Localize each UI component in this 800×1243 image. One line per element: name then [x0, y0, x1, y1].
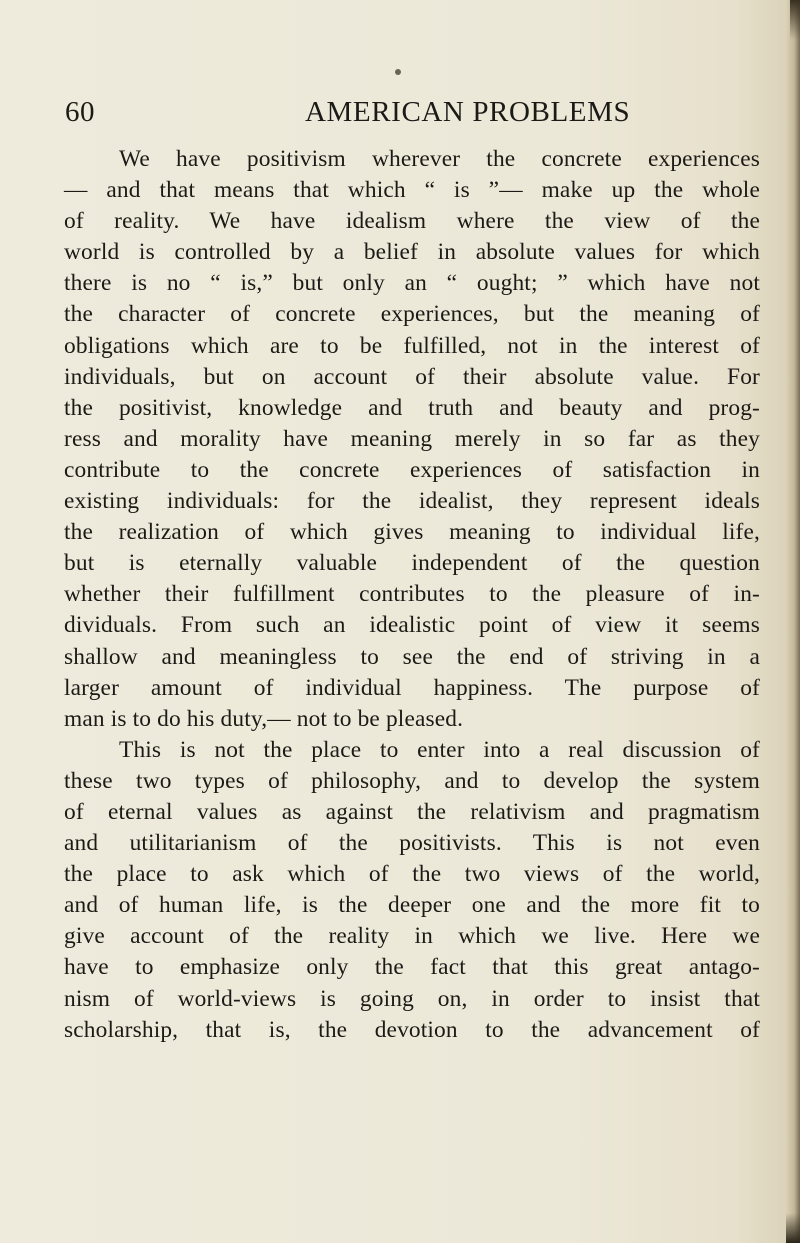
running-title: AMERICAN PROBLEMS	[305, 96, 631, 128]
text-line: and of human life, is the deeper one and the more fit to	[64, 892, 760, 919]
text-line: obligations which are to be fulfilled, not in the interest of	[64, 332, 760, 359]
page-edge-top-corner	[790, 0, 800, 40]
text-line: We have positivism wherever the concrete experiences	[119, 146, 760, 172]
text-line: scholarship, that is, the devotion to the advancement of	[64, 1016, 760, 1043]
text-line: individuals, but on account of their absolute value. For	[64, 363, 760, 390]
text-line: the place to ask which of the two views of the world,	[64, 861, 760, 888]
text-line: give account of the reality in which we live. Here we	[64, 923, 760, 950]
text-line: have to emphasize only the fact that this great antago-	[64, 954, 760, 981]
text-line: the positivist, knowledge and truth and beauty and prog-	[64, 394, 760, 421]
text-line: of eternal values as against the relativism and pragmatism	[64, 798, 760, 825]
text-line: dividuals. From such an idealistic point of view it seems	[64, 612, 760, 639]
page-edge-bottom-corner	[786, 1213, 800, 1243]
text-line: whether their fulfillment contributes to the pleasure of in-	[64, 581, 760, 608]
text-line: — and that means that which “ is ”— make up the whole	[64, 177, 760, 204]
text-line: but is eternally valuable independent of the question	[64, 550, 760, 577]
text-line: ress and morality have meaning merely in so far as they	[64, 425, 760, 452]
text-line: This is not the place to enter into a real discussion of	[119, 736, 760, 763]
page-mark-dot	[395, 69, 401, 75]
page-header	[0, 96, 800, 136]
body-text	[64, 144, 760, 1046]
text-line: contribute to the concrete experiences of satisfaction in	[64, 456, 760, 483]
text-line: shallow and meaningless to see the end of striving in a	[64, 643, 760, 670]
text-line: nism of world-views is going on, in order to insist that	[64, 985, 760, 1012]
page-edge-shadow	[786, 0, 800, 1243]
text-line: the character of concrete experiences, but the meaning of	[64, 301, 760, 328]
page-number: 60	[65, 96, 95, 128]
text-line: larger amount of individual happiness. The purpose of	[64, 674, 760, 701]
text-line: existing individuals: for the idealist, they represent ideals	[64, 488, 760, 515]
text-line: and utilitarianism of the positivists. This is not even	[64, 830, 760, 857]
text-line: the realization of which gives meaning to individual life,	[64, 519, 760, 546]
text-line: of reality. We have idealism where the view of the	[64, 208, 760, 235]
text-line: these two types of philosophy, and to develop the system	[64, 767, 760, 794]
text-line: world is controlled by a belief in absolute values for which	[64, 239, 760, 266]
text-line: there is no “ is,” but only an “ ought; ” which have not	[64, 270, 760, 297]
text-line: man is to do his duty,— not to be pleased.	[64, 705, 464, 732]
